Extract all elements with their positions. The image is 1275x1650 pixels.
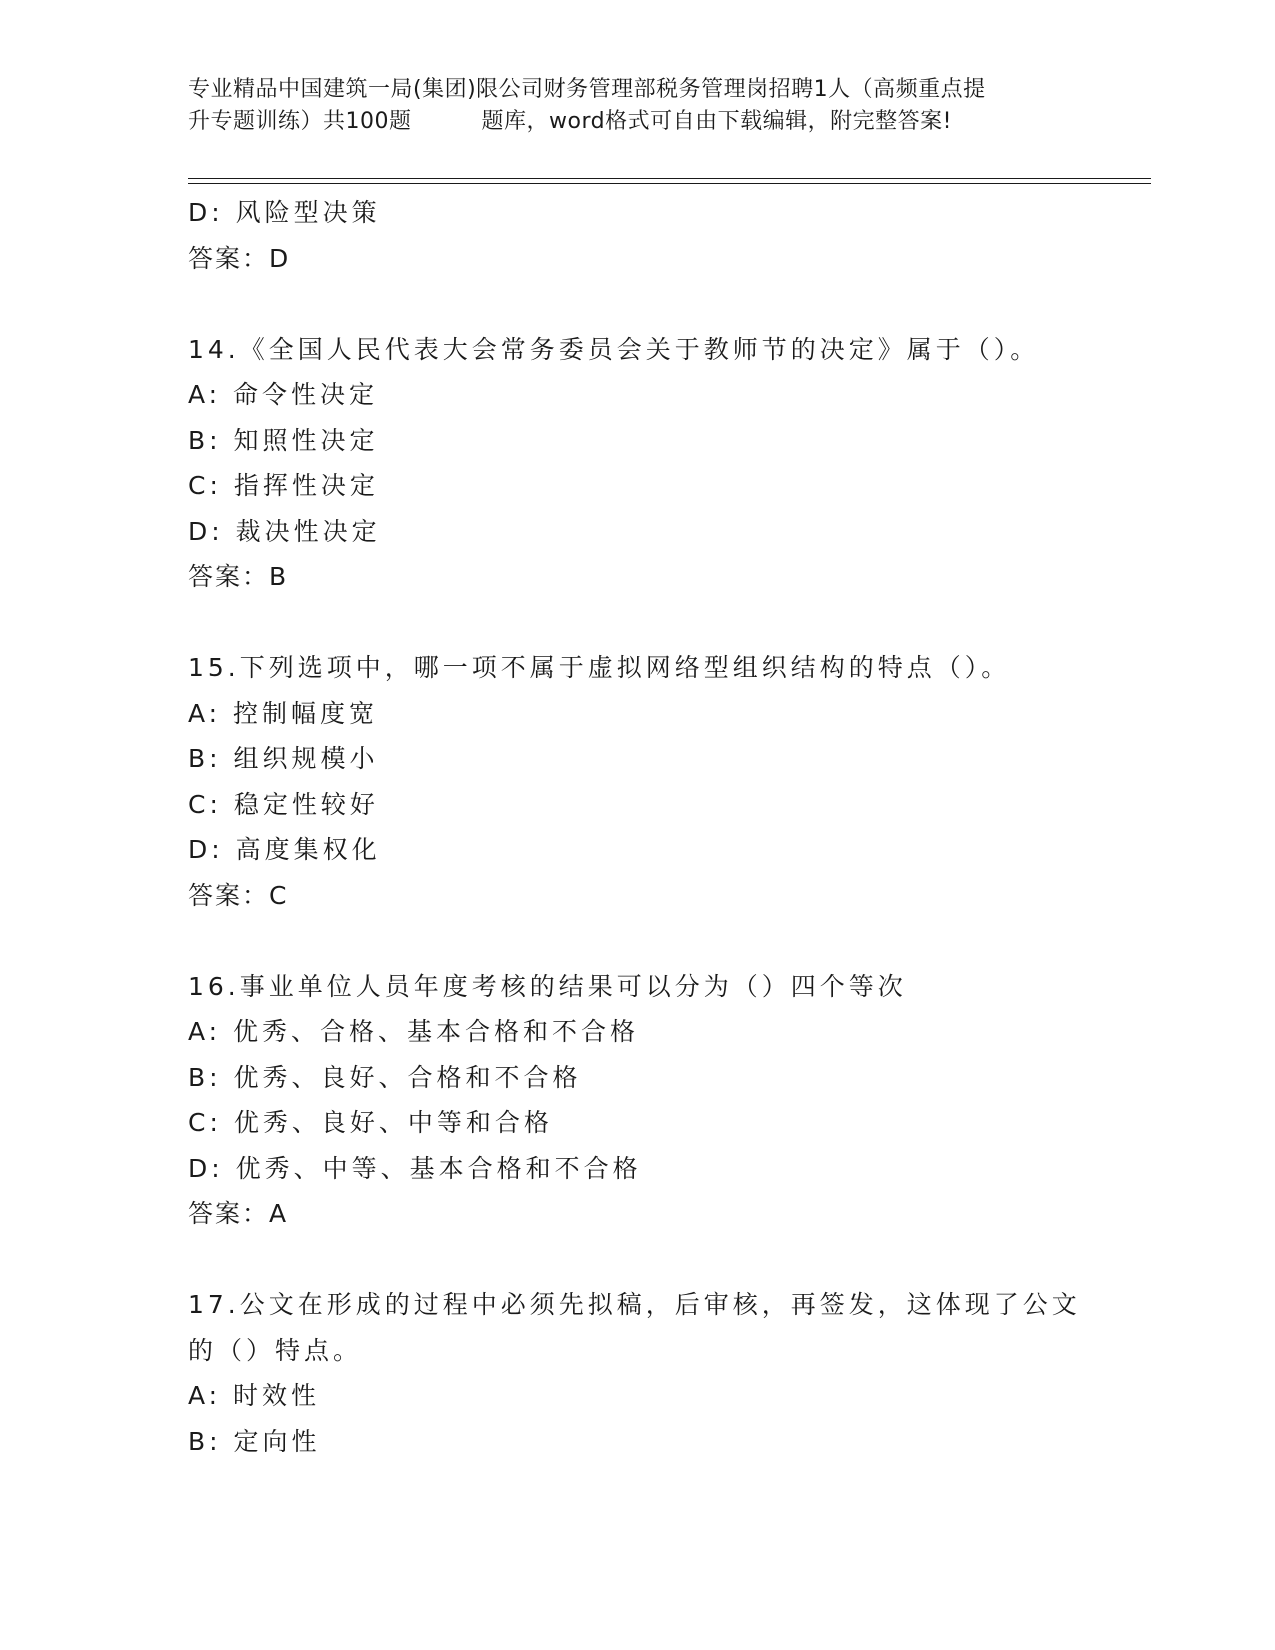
question-stem: 15.下列选项中，哪一项不属于虚拟网络型组织结构的特点（）。 xyxy=(188,653,1011,682)
question-15 xyxy=(188,645,1088,918)
carry-over-answer: 答案：D xyxy=(188,243,291,273)
answer: 答案：A xyxy=(188,1199,289,1228)
header-divider-bottom xyxy=(188,183,1151,184)
carry-over-option-d: D: 风险型决策 xyxy=(188,198,381,227)
question-16 xyxy=(188,964,1088,1237)
question-list xyxy=(188,190,1088,1464)
header-title-line-2-left: 升专题训练）共100题 xyxy=(188,109,412,134)
option-a: A: 优秀、合格、基本合格和不合格 xyxy=(188,1017,640,1046)
header-title-line-2-right: 题库，word格式可自由下载编辑，附完整答案! xyxy=(481,109,952,134)
option-c: C: 优秀、良好、中等和合格 xyxy=(188,1108,553,1137)
answer: 答案：B xyxy=(188,562,289,591)
option-d: D: 裁决性决定 xyxy=(188,516,381,546)
question-17 xyxy=(188,1282,1088,1464)
option-b: B: 知照性决定 xyxy=(188,425,379,455)
header-title-line-1: 专业精品中国建筑一局(集团)限公司财务管理部税务管理岗招聘1人（高频重点提 xyxy=(188,77,986,102)
question-stem-line-1: 17.公文在形成的过程中必须先拟稿，后审核，再签发，这体现了公文 xyxy=(188,1290,1081,1319)
header-title-line-2 xyxy=(188,106,1098,138)
answer: 答案：C xyxy=(188,880,289,910)
question-stem-line-2: 的（）特点。 xyxy=(188,1335,363,1365)
question-stem: 14.《全国人民代表大会常务委员会关于教师节的决定》属于（）。 xyxy=(188,334,1040,364)
option-a: A: 命令性决定 xyxy=(188,380,379,409)
header-divider-top xyxy=(188,178,1151,179)
option-b: B: 定向性 xyxy=(188,1426,321,1456)
question-stem: 16.事业单位人员年度考核的结果可以分为（）四个等次 xyxy=(188,971,907,1001)
question-14 xyxy=(188,327,1088,600)
document-header xyxy=(188,74,1098,138)
option-a: A: 控制幅度宽 xyxy=(188,698,379,728)
option-d: D: 优秀、中等、基本合格和不合格 xyxy=(188,1153,642,1183)
option-b: B: 优秀、良好、合格和不合格 xyxy=(188,1062,582,1092)
option-d: D: 高度集权化 xyxy=(188,835,381,864)
option-a: A: 时效性 xyxy=(188,1381,321,1410)
option-b: B: 组织规模小 xyxy=(188,744,379,773)
option-c: C: 指挥性决定 xyxy=(188,471,379,500)
option-c: C: 稳定性较好 xyxy=(188,789,379,819)
